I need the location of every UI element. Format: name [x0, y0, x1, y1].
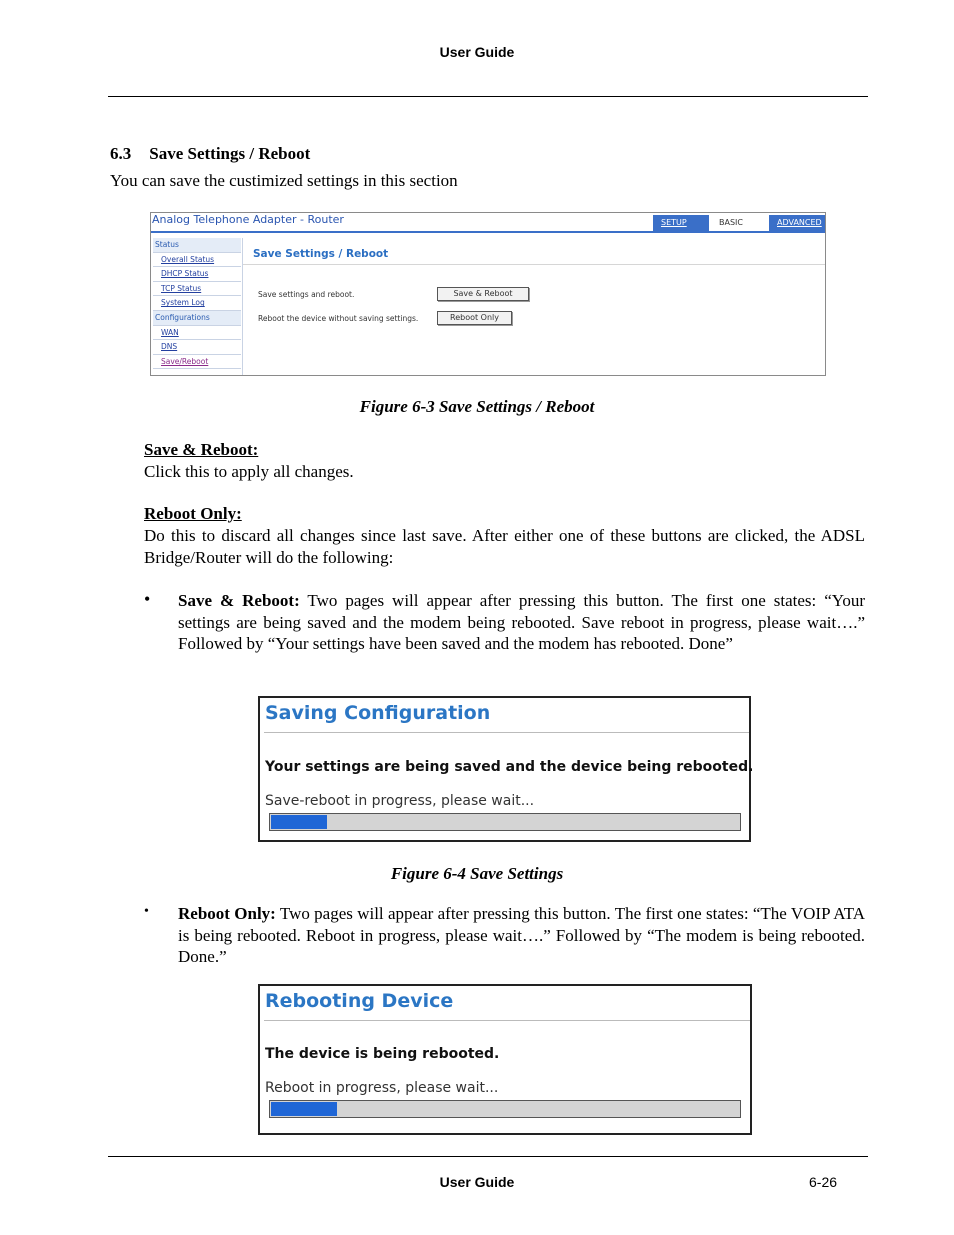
reboot-only-label: Reboot the device without saving settings.	[258, 314, 419, 323]
figure-6-4-caption: Figure 6-4 Save Settings	[390, 864, 564, 883]
rebooting-progress-bar	[269, 1100, 741, 1118]
figure-6-3-caption: Figure 6-3 Save Settings / Reboot	[359, 397, 595, 416]
sidebar-group: Status	[153, 238, 241, 253]
bullet-1-body: Two pages will appear after pressing this button. The first one states: “Your settings are being saved and the modem being rebooted. Save reboot in progress, please wait….” Followed by “Your settings have been saved and the modem has rebooted. Done”	[178, 591, 866, 653]
tab-advanced[interactable]: ADVANCED	[769, 215, 825, 231]
rebooting-status: Reboot in progress, please wait...	[265, 1080, 499, 1096]
footer-rule	[108, 1156, 868, 1157]
rebooting-message: The device is being rebooted.	[265, 1046, 500, 1062]
reboot-only-text: Do this to discard all changes since last save. After either one of these buttons are clicked, the ADSL Bridge/Router will do the following:	[144, 526, 865, 567]
router-page-divider	[243, 264, 825, 265]
bullet-1-mark: •	[144, 589, 151, 609]
save-settings-label: Save settings and reboot.	[258, 290, 355, 299]
saving-message: Your settings are being saved and the device being rebooted.	[265, 759, 754, 775]
rebooting-progress-fill	[271, 1102, 337, 1116]
router-tabs	[651, 215, 825, 231]
router-title-bar	[151, 231, 825, 233]
saving-title: Saving Configuration	[265, 702, 491, 724]
tab-setup[interactable]: SETUP	[653, 215, 709, 231]
saving-progress-fill	[271, 815, 327, 829]
bullet-1-text	[178, 590, 865, 655]
sidebar-item[interactable]: DNS	[153, 340, 241, 355]
section-title: Save Settings / Reboot	[149, 144, 311, 163]
rebooting-title: Rebooting Device	[265, 990, 454, 1012]
reboot-only-heading: Reboot Only:	[144, 504, 242, 523]
saving-configuration-screenshot	[258, 696, 754, 842]
header-rule	[108, 96, 868, 97]
bullet-2-mark: •	[144, 904, 149, 919]
router-sidebar-divider	[242, 238, 243, 375]
page-number: 6-26	[809, 1174, 838, 1190]
section-heading	[110, 144, 310, 164]
sidebar-item[interactable]: Save/Reboot	[153, 355, 241, 370]
section-number: 6.3	[110, 144, 132, 163]
bullet-2-body: Two pages will appear after pressing this button. The first one states: “The VOIP ATA is being rebooted. Reboot in progress, please wait….” Followed by “The modem is being rebooted. Done.”	[178, 904, 866, 966]
bullet-1-lead: Save & Reboot:	[178, 591, 300, 610]
page-header: User Guide	[439, 44, 515, 60]
saving-progress-bar	[269, 813, 741, 831]
sidebar-item[interactable]: WAN	[153, 326, 241, 341]
sidebar-group: Configurations	[153, 311, 241, 326]
router-sidebar	[153, 238, 241, 369]
bullet-2-text	[178, 903, 865, 968]
reboot-only-button[interactable]: Reboot Only	[437, 311, 512, 325]
section-intro: You can save the custimized settings in this section	[110, 171, 458, 190]
router-screenshot	[150, 212, 826, 376]
router-page-title: Save Settings / Reboot	[253, 248, 389, 260]
sidebar-item[interactable]: System Log	[153, 296, 241, 311]
page-footer: User Guide	[439, 1174, 515, 1190]
saving-status: Save-reboot in progress, please wait...	[265, 793, 535, 809]
save-reboot-heading: Save & Reboot:	[144, 440, 259, 459]
save-reboot-button[interactable]: Save & Reboot	[437, 287, 529, 301]
router-window-title: Analog Telephone Adapter - Router	[152, 213, 344, 226]
sidebar-item[interactable]: Overall Status	[153, 253, 241, 268]
rebooting-divider	[264, 1020, 750, 1021]
save-reboot-text: Click this to apply all changes.	[144, 462, 354, 481]
sidebar-item[interactable]: DHCP Status	[153, 267, 241, 282]
tab-basic[interactable]: BASIC	[711, 215, 767, 231]
saving-divider	[264, 732, 749, 733]
rebooting-device-screenshot	[258, 984, 752, 1135]
sidebar-item[interactable]: TCP Status	[153, 282, 241, 297]
bullet-2-lead: Reboot Only:	[178, 904, 276, 923]
